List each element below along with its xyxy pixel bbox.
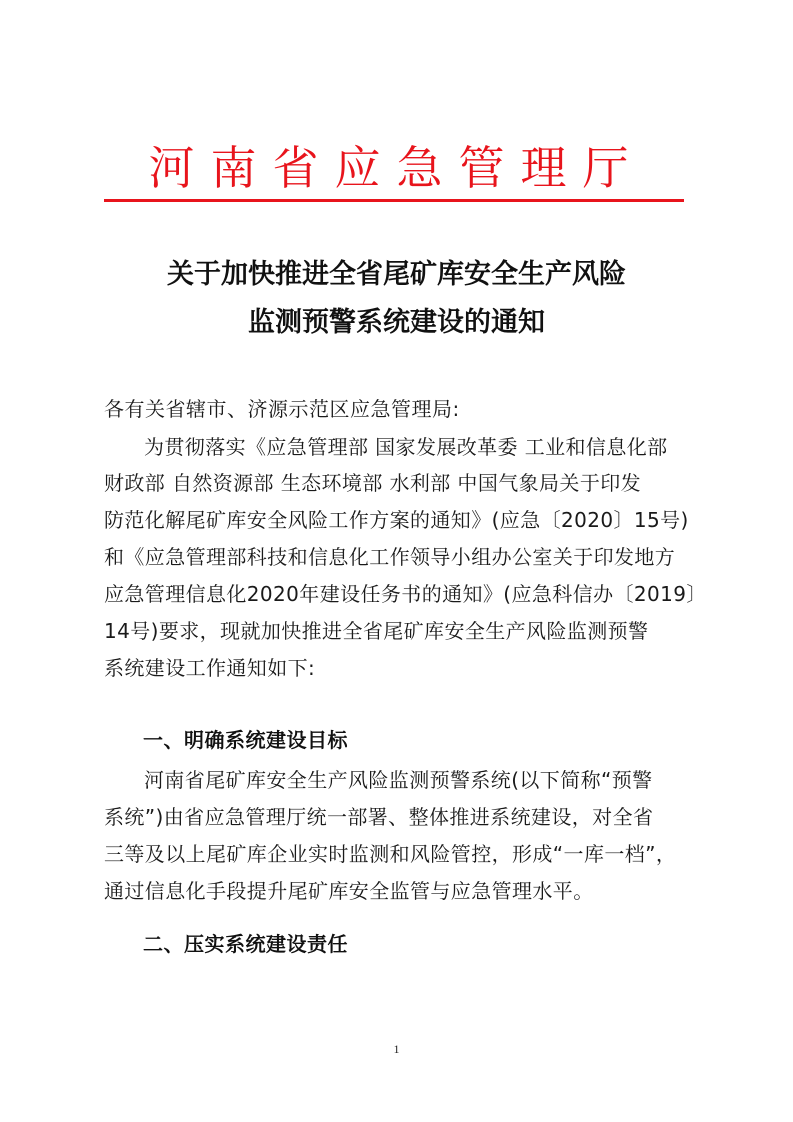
section-heading-1: 一、明确系统建设目标 (143, 728, 348, 752)
section-heading-2: 二、压实系统建设责任 (143, 932, 348, 956)
red-header-rule (104, 199, 684, 202)
paragraph-line: 应急管理信息化2020年建设任务书的通知》(应急科信办〔2019〕 (104, 582, 707, 606)
document-title-line-1: 关于加快推进全省尾矿库安全生产风险 (167, 259, 626, 290)
paragraph-line: 14号)要求，现就加快推进全省尾矿库安全生产风险监测预警 (104, 619, 649, 643)
document-title-line-2: 监测预警系统建设的通知 (248, 307, 545, 338)
paragraph-line: 防范化解尾矿库安全风险工作方案的通知》(应急〔2020〕15号) (104, 508, 689, 532)
paragraph-line: 系统”)由省应急管理厅统一部署、整体推进系统建设，对全省 (104, 805, 654, 829)
page-number: 1 (393, 1042, 400, 1056)
paragraph-line: 为贯彻落实《应急管理部 国家发展改革委 工业和信息化部 (144, 435, 668, 459)
paragraph-line: 财政部 自然资源部 生态环境部 水利部 中国气象局关于印发 (104, 471, 642, 495)
paragraph-line: 河南省尾矿库安全生产风险监测预警系统(以下简称“预警 (144, 768, 653, 792)
salutation: 各有关省辖市、济源示范区应急管理局: (104, 397, 460, 421)
issuing-organization-title: 河南省应急管理厅 (148, 141, 645, 195)
paragraph-line: 三等及以上尾矿库企业实时监测和风险管控，形成“一库一档”， (104, 842, 677, 866)
paragraph-line: 通过信息化手段提升尾矿库安全监管与应急管理水平。 (104, 879, 594, 903)
paragraph-line: 系统建设工作通知如下: (104, 656, 316, 680)
paragraph-line: 和《应急管理部科技和信息化工作领导小组办公室关于印发地方 (104, 545, 676, 569)
